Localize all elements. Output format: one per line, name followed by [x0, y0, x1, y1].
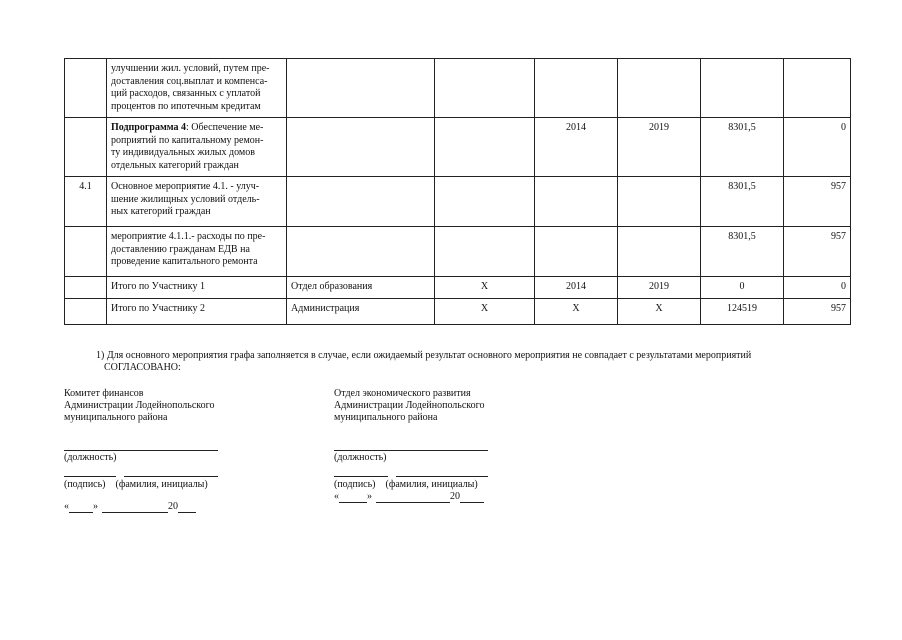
table-row [65, 227, 851, 277]
row-end-year [618, 177, 701, 227]
row-description: Основное мероприятие 4.1. - улуч- шение жилищных условий отдель- ных категорий граждан [107, 177, 287, 227]
row-number: 4.1 [65, 177, 107, 227]
row-value-1: 0 [701, 277, 784, 299]
table-row [65, 118, 851, 177]
row-description [107, 118, 287, 177]
position-label: (должность) [334, 452, 387, 463]
row-value-2: 0 [784, 118, 851, 177]
row-value-2: 957 [784, 299, 851, 325]
name-line [396, 466, 488, 477]
row-number [65, 277, 107, 299]
row-end-year [618, 59, 701, 118]
row-end-year: 2019 [618, 118, 701, 177]
position-line [64, 440, 218, 451]
position-line [334, 440, 488, 451]
row-value-2: 0 [784, 277, 851, 299]
row-description: Итого по Участнику 2 [107, 299, 287, 325]
row-executor: Администрация [287, 299, 435, 325]
name-label: (фамилия, инициалы) [385, 479, 478, 490]
signature-label: (подпись) [64, 479, 106, 490]
row-col3 [435, 227, 535, 277]
row-number [65, 59, 107, 118]
row-description: мероприятие 4.1.1.- расходы по пре- доставлению гражданам ЕДВ на проведение капитального ремонта [107, 227, 287, 277]
subprogram-title: Подпрограмма 4 [111, 122, 187, 133]
name-line [124, 466, 218, 477]
row-number [65, 227, 107, 277]
footnote [96, 350, 751, 373]
row-start-year: Х [535, 299, 618, 325]
row-description: улучшении жил. условий, путем пре- доставления соц.выплат и компенса- ций расходов, связанных с уплатой процентов по ипотечным кредитам [107, 59, 287, 118]
row-executor [287, 59, 435, 118]
name-label: (фамилия, инициалы) [115, 479, 208, 490]
table-row [65, 299, 851, 325]
signature-line [334, 466, 388, 477]
row-value-1: 124519 [701, 299, 784, 325]
row-start-year [535, 227, 618, 277]
row-value-1: 8301,5 [701, 227, 784, 277]
date-line: « » 20 [64, 501, 218, 513]
row-col3 [435, 118, 535, 177]
row-start-year [535, 59, 618, 118]
row-start-year: 2014 [535, 118, 618, 177]
row-number [65, 118, 107, 177]
subprogram-description: : Обеспечение ме- роприятий по капитальному ремон- ту индивидуальных жилых домов отдельных категорий граждан [111, 122, 264, 171]
row-description: Итого по Участнику 1 [107, 277, 287, 299]
row-value-2: 957 [784, 177, 851, 227]
row-executor [287, 177, 435, 227]
row-col3 [435, 177, 535, 227]
signature-label: (подпись) [334, 479, 376, 490]
row-col3: Х [435, 277, 535, 299]
row-number [65, 299, 107, 325]
row-executor: Отдел образования [287, 277, 435, 299]
row-executor [287, 227, 435, 277]
row-value-1: 8301,5 [701, 118, 784, 177]
row-col3 [435, 59, 535, 118]
footnote-text: 1) Для основного мероприятия графа заполняется в случае, если ожидаемый результат основного мероприятия не совпадает с результатами мероприятий [96, 350, 752, 361]
program-table [64, 58, 851, 325]
date-line: « » 20 [334, 491, 488, 503]
row-value-2: 957 [784, 227, 851, 277]
row-start-year: 2014 [535, 277, 618, 299]
row-executor [287, 118, 435, 177]
row-value-2 [784, 59, 851, 118]
table-row [65, 177, 851, 227]
signature-block-right [334, 388, 488, 503]
row-start-year [535, 177, 618, 227]
row-col3: Х [435, 299, 535, 325]
position-label: (должность) [64, 452, 117, 463]
table-row [65, 277, 851, 299]
signature-line [64, 466, 116, 477]
signature-block-left [64, 388, 218, 513]
row-value-1: 8301,5 [701, 177, 784, 227]
table-row [65, 59, 851, 118]
row-end-year [618, 227, 701, 277]
approved-label: СОГЛАСОВАНО: [104, 361, 181, 373]
org-name: Комитет финансов Администрации Лодейнопольского муниципального района [64, 388, 215, 423]
row-value-1 [701, 59, 784, 118]
org-name: Отдел экономического развития Администрации Лодейнопольского муниципального района [334, 388, 485, 423]
row-end-year: Х [618, 299, 701, 325]
row-end-year: 2019 [618, 277, 701, 299]
